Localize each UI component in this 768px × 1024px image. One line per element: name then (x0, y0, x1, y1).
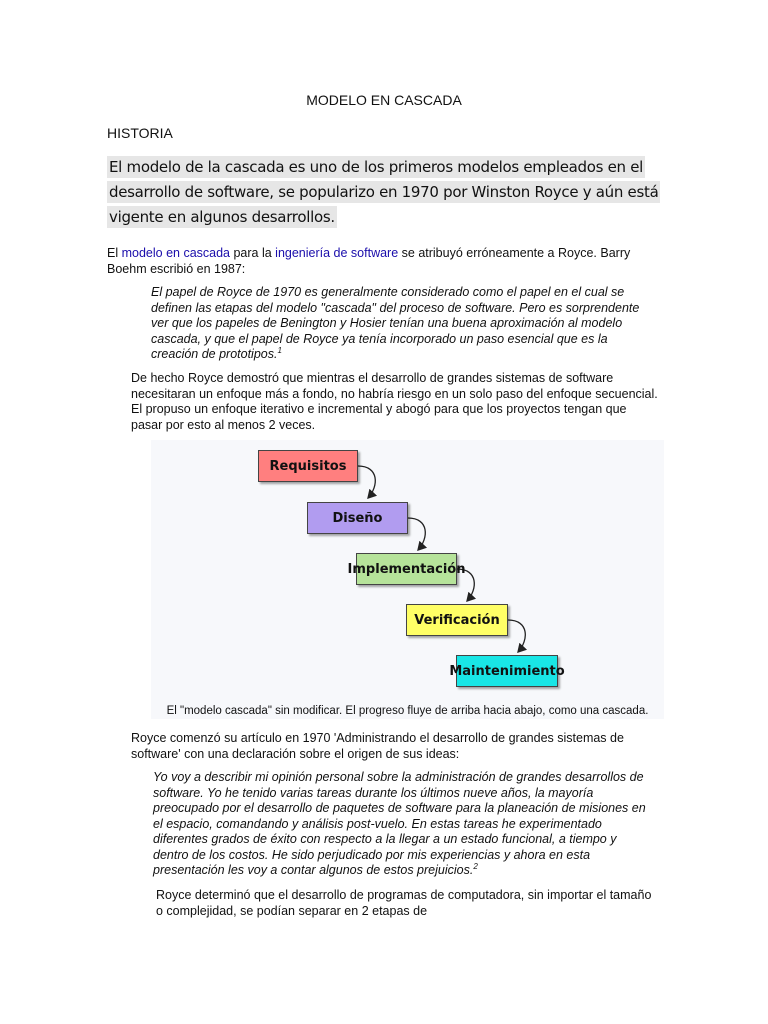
boehm-quote-text: El papel de Royce de 1970 es generalmente considerado como el papel en el cual se definen las etapas del modelo "cascada" del proceso de software. Pero es sorprendente ver que los papeles de Benington y Hosier tenían una buena aproximación al modelo cascada, y que el papel de Royce ya tenía incorporado un paso esencial que es la creación de prototipos. (151, 285, 640, 361)
page-title: MODELO EN CASCADA (306, 92, 462, 108)
royce-article-paragraph: Royce comenzó su artículo en 1970 'Administrando el desarrollo de grandes sistemas de software' con una declaración sobre el origen de sus ideas: (131, 731, 624, 761)
figure-caption: El "modelo cascada" sin modificar. El progreso fluye de arriba hacia abajo, como una cascada. (166, 705, 649, 717)
section-heading: HISTORIA (107, 125, 173, 141)
stage-requisitos: Requisitos (258, 450, 358, 482)
footnote-ref-1[interactable]: 1 (277, 345, 282, 355)
arrow-diseno-implementacion (408, 518, 425, 550)
highlight-text: El modelo de la cascada es uno de los primeros modelos empleados en el desarrollo de software, se popularizo en 1970 por Winston Royce y aún está vigente en algunos desarrollos. (109, 158, 659, 226)
intro-text-pre: El (107, 246, 122, 260)
stage-mantenimiento: Maintenimiento (456, 655, 558, 687)
intro-text-mid: para la (230, 246, 276, 260)
link-ingenieria-de-software[interactable]: ingeniería de software (275, 246, 399, 260)
link-modelo-en-cascada[interactable]: modelo en cascada (121, 246, 230, 260)
intro-paragraph (107, 246, 662, 277)
arrow-verificacion-mantenimiento (508, 620, 525, 652)
intro-text-post: se atribuyó erróneamente a Royce. Barry Boehm escribió en 1987: (107, 246, 631, 276)
royce-paragraph: De hecho Royce demostró que mientras el desarrollo de grandes sistemas de software necesitaran un enfoque más a fondo, no habría riesgo en un solo paso del enfoque secuencial. El propuso un enfoque iterativo e incremental y abogó para que los proyectos tengan que pasar por esto al menos 2 veces. (131, 371, 658, 432)
highlight-paragraph (107, 155, 667, 230)
arrow-requisitos-diseno (358, 466, 375, 498)
stage-verificacion: Verificación (406, 604, 508, 636)
waterfall-figure (151, 440, 664, 719)
stage-implementacion: Implementación (356, 553, 457, 585)
royce-quote (153, 770, 655, 879)
stage-diseno: Diseño (307, 502, 408, 534)
royce-quote-text: Yo voy a describir mi opinión personal sobre la administración de grandes desarrollos de software. Yo he tenido varias tareas durante los últimos nueve años, la mayoría preocupado por el desarrollo de paquetes de software para la planeación de misiones en el espacio, comandando y análisis post-vuelo. En estas tareas he experimentado diferentes grados de éxito con respecto a la llegar a un estado funcional, a tiempo y dentro de los costos. He sido perjudicado por mis experiencias y ahora en esta presentación les voy a contar algunos de estos prejuicios. (153, 770, 646, 877)
royce-stages-paragraph: Royce determinó que el desarrollo de programas de computadora, sin importar el tamaño o complejidad, se podían separar en 2 etapas de (156, 888, 652, 918)
footnote-ref-2[interactable]: 2 (473, 861, 478, 871)
boehm-quote (151, 285, 653, 363)
